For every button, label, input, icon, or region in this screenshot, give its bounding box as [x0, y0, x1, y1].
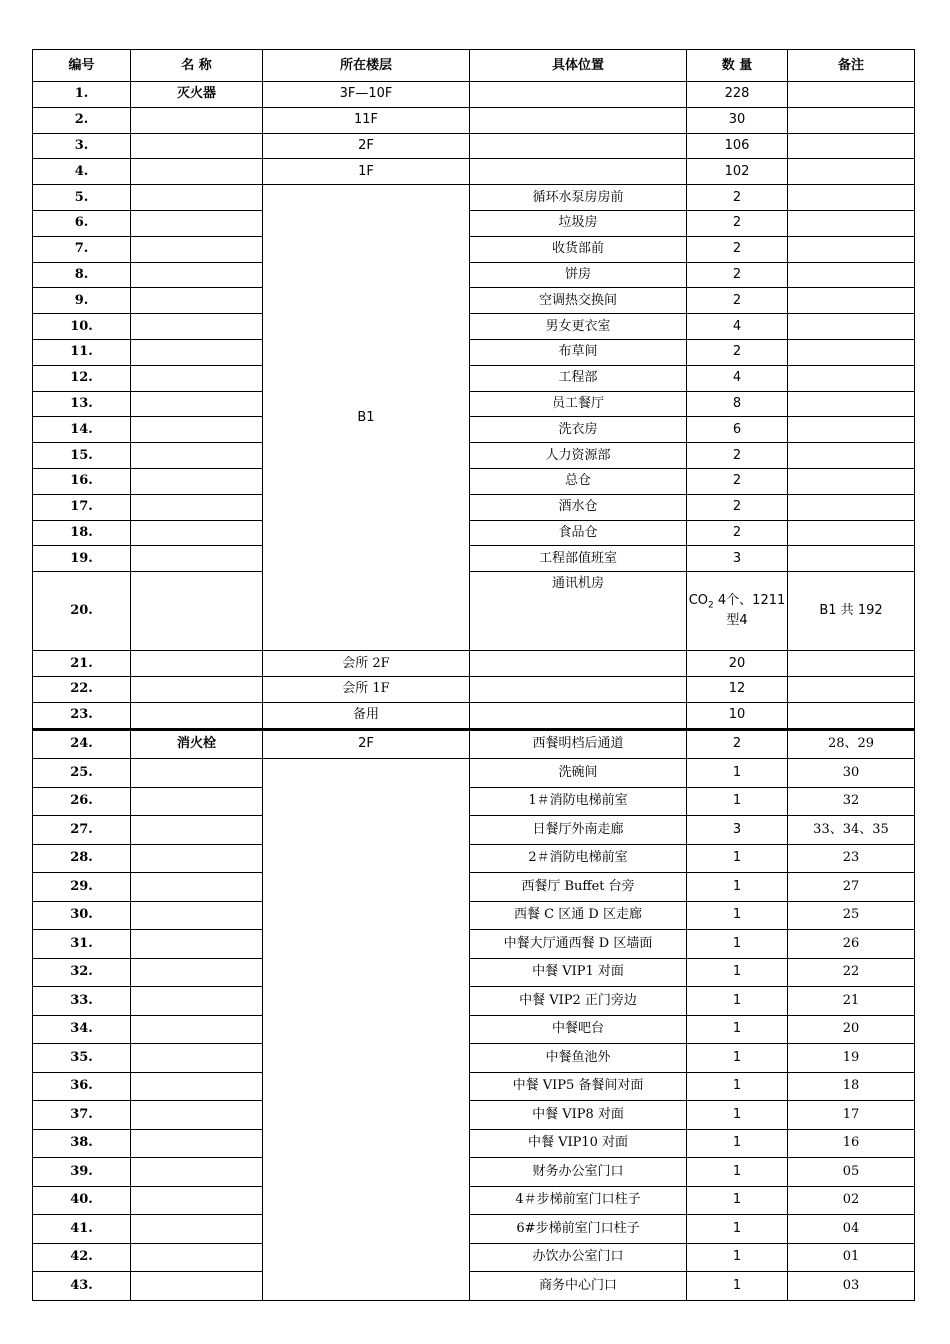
- table-row: [33, 494, 915, 520]
- row-qty: 2: [687, 468, 788, 494]
- row-note: 32: [788, 787, 915, 816]
- row-note: B1 共 192: [788, 572, 915, 651]
- row-name: [131, 873, 263, 902]
- row-floor-b1: B1: [263, 185, 470, 651]
- row-qty: 6: [687, 417, 788, 443]
- row-location: 食品仓: [470, 520, 687, 546]
- row-note: [788, 288, 915, 314]
- row-location: 西餐明档后通道: [470, 729, 687, 759]
- row-location: 1＃消防电梯前室: [470, 787, 687, 816]
- row-location: 循环水泵房房前: [470, 185, 687, 211]
- header-row: [33, 50, 915, 82]
- row-location: [470, 702, 687, 729]
- header-floor: 所在楼层: [263, 50, 470, 82]
- table-row: [33, 1015, 915, 1044]
- row-location: 商务中心门口: [470, 1272, 687, 1301]
- row-name: [131, 210, 263, 236]
- row-name: 灭火器: [131, 82, 263, 108]
- row-floor: 3F—10F: [263, 82, 470, 108]
- row-location: 收货部前: [470, 236, 687, 262]
- table-row: [33, 1243, 915, 1272]
- row-note: 33、34、35: [788, 816, 915, 845]
- row-name: [131, 787, 263, 816]
- row-no: 9.: [33, 288, 131, 314]
- row-qty: 1: [687, 1158, 788, 1187]
- row-note: [788, 546, 915, 572]
- row-note: [788, 443, 915, 469]
- header-note: 备注: [788, 50, 915, 82]
- table-row: [33, 651, 915, 677]
- row-no: 33.: [33, 987, 131, 1016]
- row-location: 中餐 VIP1 对面: [470, 958, 687, 987]
- header-location: 具体位置: [470, 50, 687, 82]
- row-no: 7.: [33, 236, 131, 262]
- header-qty: 数 量: [687, 50, 788, 82]
- row-no: 18.: [33, 520, 131, 546]
- row-no: 14.: [33, 417, 131, 443]
- row-note: [788, 702, 915, 729]
- row-name: [131, 1215, 263, 1244]
- row-location: 布草间: [470, 339, 687, 365]
- row-location: 洗衣房: [470, 417, 687, 443]
- row-no: 35.: [33, 1044, 131, 1073]
- table-row: [33, 391, 915, 417]
- row-location: 中餐吧台: [470, 1015, 687, 1044]
- row-no: 15.: [33, 443, 131, 469]
- table-row: [33, 133, 915, 159]
- row-note: 17: [788, 1101, 915, 1130]
- table-row: [33, 546, 915, 572]
- row-location: 空调热交换间: [470, 288, 687, 314]
- row-note: 23: [788, 844, 915, 873]
- row-no: 8.: [33, 262, 131, 288]
- table-row: [33, 210, 915, 236]
- row-note: [788, 262, 915, 288]
- row-qty: 1: [687, 1186, 788, 1215]
- row-name: [131, 365, 263, 391]
- row-name: [131, 1158, 263, 1187]
- row-note: 04: [788, 1215, 915, 1244]
- row-note: [788, 417, 915, 443]
- row-no: 31.: [33, 930, 131, 959]
- row-location: 洗碗间: [470, 759, 687, 788]
- row-floor-merged: [263, 759, 470, 1301]
- row-name: [131, 1243, 263, 1272]
- row-floor: 2F: [263, 729, 470, 759]
- table-row: [33, 572, 915, 651]
- row-qty: 102: [687, 159, 788, 185]
- row-location: 中餐 VIP5 备餐间对面: [470, 1072, 687, 1101]
- qty-co2-sub: 2: [708, 600, 714, 611]
- row-no: 6.: [33, 210, 131, 236]
- row-no: 20.: [33, 572, 131, 651]
- row-location: 男女更衣室: [470, 314, 687, 340]
- row-location: 中餐大厅通西餐 D 区墙面: [470, 930, 687, 959]
- row-note: [788, 391, 915, 417]
- row-note: 01: [788, 1243, 915, 1272]
- row-floor: 会所 1F: [263, 676, 470, 702]
- row-no: 39.: [33, 1158, 131, 1187]
- row-qty: 1: [687, 1215, 788, 1244]
- row-qty: 228: [687, 82, 788, 108]
- qty-co2: CO: [688, 592, 709, 608]
- row-qty: 1: [687, 901, 788, 930]
- row-qty: 1: [687, 1272, 788, 1301]
- row-name: [131, 1044, 263, 1073]
- row-note: 25: [788, 901, 915, 930]
- row-location: 6#步梯前室门口柱子: [470, 1215, 687, 1244]
- table-row: [33, 159, 915, 185]
- row-qty: 2: [687, 210, 788, 236]
- row-name: [131, 417, 263, 443]
- row-note: [788, 651, 915, 677]
- row-qty: 2: [687, 339, 788, 365]
- row-note: [788, 520, 915, 546]
- row-qty: 2: [687, 262, 788, 288]
- row-name: [131, 676, 263, 702]
- row-qty: 10: [687, 702, 788, 729]
- row-name: [131, 288, 263, 314]
- row-note: 05: [788, 1158, 915, 1187]
- table-row: [33, 339, 915, 365]
- table-row: [33, 901, 915, 930]
- row-note: 02: [788, 1186, 915, 1215]
- row-name: [131, 844, 263, 873]
- header-no: 编号: [33, 50, 131, 82]
- row-no: 5.: [33, 185, 131, 211]
- row-note: [788, 468, 915, 494]
- table-row: [33, 288, 915, 314]
- table-row: [33, 468, 915, 494]
- table-row: [33, 262, 915, 288]
- row-qty: 1: [687, 958, 788, 987]
- row-qty: 3: [687, 546, 788, 572]
- row-no: 38.: [33, 1129, 131, 1158]
- row-note: [788, 236, 915, 262]
- row-no: 2.: [33, 107, 131, 133]
- row-qty: 1: [687, 1101, 788, 1130]
- row-no: 32.: [33, 958, 131, 987]
- row-no: 1.: [33, 82, 131, 108]
- row-location: 4＃步梯前室门口柱子: [470, 1186, 687, 1215]
- row-location: 西餐厅 Buffet 台旁: [470, 873, 687, 902]
- row-name: [131, 314, 263, 340]
- row-name: [131, 236, 263, 262]
- row-name: [131, 494, 263, 520]
- row-name: [131, 391, 263, 417]
- row-name: [131, 339, 263, 365]
- row-qty: 4: [687, 314, 788, 340]
- row-no: 21.: [33, 651, 131, 677]
- row-name: [131, 185, 263, 211]
- row-floor: 11F: [263, 107, 470, 133]
- table-row: [33, 702, 915, 729]
- table-row: [33, 759, 915, 788]
- row-no: 19.: [33, 546, 131, 572]
- row-qty: 2: [687, 443, 788, 469]
- row-name: [131, 107, 263, 133]
- row-location: 办饮办公室门口: [470, 1243, 687, 1272]
- row-name: [131, 546, 263, 572]
- row-location: 垃圾房: [470, 210, 687, 236]
- row-name: [131, 1015, 263, 1044]
- row-location: 日餐厅外南走廊: [470, 816, 687, 845]
- row-no: 43.: [33, 1272, 131, 1301]
- row-no: 24.: [33, 729, 131, 759]
- row-note: 26: [788, 930, 915, 959]
- row-note: [788, 494, 915, 520]
- row-qty: 1: [687, 1072, 788, 1101]
- row-location: 员工餐厅: [470, 391, 687, 417]
- row-no: 4.: [33, 159, 131, 185]
- row-location: 中餐 VIP8 对面: [470, 1101, 687, 1130]
- table-row: [33, 787, 915, 816]
- row-no: 37.: [33, 1101, 131, 1130]
- row-qty: 1: [687, 1044, 788, 1073]
- row-location: 饼房: [470, 262, 687, 288]
- row-name: [131, 1072, 263, 1101]
- row-qty: [687, 572, 788, 651]
- row-note: 28、29: [788, 729, 915, 759]
- row-qty: 2: [687, 520, 788, 546]
- row-qty: 1: [687, 844, 788, 873]
- row-no: 36.: [33, 1072, 131, 1101]
- row-name: [131, 262, 263, 288]
- row-name: [131, 159, 263, 185]
- row-name: [131, 1186, 263, 1215]
- row-name: [131, 759, 263, 788]
- table-row: [33, 1129, 915, 1158]
- table-row: [33, 185, 915, 211]
- table-row: [33, 417, 915, 443]
- row-name: [131, 987, 263, 1016]
- table-row: [33, 314, 915, 340]
- row-location: [470, 676, 687, 702]
- row-qty: 1: [687, 873, 788, 902]
- row-qty: 30: [687, 107, 788, 133]
- row-qty: 8: [687, 391, 788, 417]
- row-location: 财务办公室门口: [470, 1158, 687, 1187]
- row-qty: 1: [687, 1015, 788, 1044]
- row-name: [131, 468, 263, 494]
- row-name: [131, 702, 263, 729]
- row-note: [788, 185, 915, 211]
- row-location: [470, 651, 687, 677]
- row-note: [788, 107, 915, 133]
- row-location: 酒水仓: [470, 494, 687, 520]
- row-name: [131, 816, 263, 845]
- table-body: [33, 50, 915, 1301]
- table-row: [33, 520, 915, 546]
- table-row: [33, 1044, 915, 1073]
- row-note: [788, 82, 915, 108]
- row-note: 18: [788, 1072, 915, 1101]
- row-note: [788, 339, 915, 365]
- table-row: [33, 816, 915, 845]
- row-qty: 2: [687, 494, 788, 520]
- row-location: [470, 82, 687, 108]
- row-name: [131, 520, 263, 546]
- row-note: [788, 159, 915, 185]
- row-qty: 2: [687, 185, 788, 211]
- row-note: 16: [788, 1129, 915, 1158]
- row-location: [470, 107, 687, 133]
- row-location: [470, 133, 687, 159]
- row-note: 20: [788, 1015, 915, 1044]
- row-no: 22.: [33, 676, 131, 702]
- row-no: 28.: [33, 844, 131, 873]
- row-name: [131, 133, 263, 159]
- row-no: 10.: [33, 314, 131, 340]
- row-note: 30: [788, 759, 915, 788]
- table-row: [33, 1215, 915, 1244]
- row-qty: 4: [687, 365, 788, 391]
- table-row: [33, 930, 915, 959]
- row-no: 41.: [33, 1215, 131, 1244]
- table-row: [33, 365, 915, 391]
- row-no: 23.: [33, 702, 131, 729]
- row-no: 29.: [33, 873, 131, 902]
- row-location: 通讯机房: [470, 572, 687, 651]
- row-no: 27.: [33, 816, 131, 845]
- table-row: [33, 443, 915, 469]
- row-qty: 12: [687, 676, 788, 702]
- table-row: [33, 844, 915, 873]
- equipment-table: [32, 49, 915, 1301]
- row-qty: 1: [687, 987, 788, 1016]
- row-location: 中餐 VIP10 对面: [470, 1129, 687, 1158]
- row-no: 42.: [33, 1243, 131, 1272]
- row-name: [131, 1129, 263, 1158]
- row-note: 03: [788, 1272, 915, 1301]
- row-no: 13.: [33, 391, 131, 417]
- row-no: 3.: [33, 133, 131, 159]
- row-name: [131, 930, 263, 959]
- table-row: [33, 873, 915, 902]
- table-row: [33, 236, 915, 262]
- row-name: [131, 572, 263, 651]
- row-qty: 1: [687, 930, 788, 959]
- row-note: [788, 365, 915, 391]
- row-no: 11.: [33, 339, 131, 365]
- row-floor: 会所 2F: [263, 651, 470, 677]
- row-location: 工程部值班室: [470, 546, 687, 572]
- row-no: 34.: [33, 1015, 131, 1044]
- row-floor: 备用: [263, 702, 470, 729]
- row-name: [131, 958, 263, 987]
- row-qty: 20: [687, 651, 788, 677]
- row-note: 27: [788, 873, 915, 902]
- table-row: [33, 1158, 915, 1187]
- row-location: 工程部: [470, 365, 687, 391]
- row-note: [788, 210, 915, 236]
- table-row: [33, 1072, 915, 1101]
- row-floor: 1F: [263, 159, 470, 185]
- row-location: [470, 159, 687, 185]
- row-note: 19: [788, 1044, 915, 1073]
- row-name: [131, 901, 263, 930]
- row-note: 22: [788, 958, 915, 987]
- row-no: 30.: [33, 901, 131, 930]
- row-location: 人力资源部: [470, 443, 687, 469]
- row-floor: 2F: [263, 133, 470, 159]
- row-note: [788, 133, 915, 159]
- row-note: [788, 676, 915, 702]
- row-qty: 1: [687, 759, 788, 788]
- row-name: [131, 651, 263, 677]
- table-row: [33, 1101, 915, 1130]
- row-qty: 1: [687, 787, 788, 816]
- row-no: 25.: [33, 759, 131, 788]
- row-qty: 1: [687, 1129, 788, 1158]
- table-row: [33, 107, 915, 133]
- table-row: [33, 676, 915, 702]
- row-name: 消火栓: [131, 729, 263, 759]
- table-row: [33, 1272, 915, 1301]
- table-row: [33, 987, 915, 1016]
- row-location: 西餐 C 区通 D 区走廊: [470, 901, 687, 930]
- row-location: 中餐 VIP2 正门旁边: [470, 987, 687, 1016]
- header-name: 名 称: [131, 50, 263, 82]
- table-row: [33, 729, 915, 759]
- row-qty: 2: [687, 236, 788, 262]
- row-qty: 1: [687, 1243, 788, 1272]
- row-qty: 3: [687, 816, 788, 845]
- row-name: [131, 443, 263, 469]
- row-no: 16.: [33, 468, 131, 494]
- table-row: [33, 1186, 915, 1215]
- table-row: [33, 958, 915, 987]
- row-qty: 2: [687, 729, 788, 759]
- row-name: [131, 1101, 263, 1130]
- row-no: 17.: [33, 494, 131, 520]
- row-location: 2＃消防电梯前室: [470, 844, 687, 873]
- row-note: 21: [788, 987, 915, 1016]
- row-qty: 2: [687, 288, 788, 314]
- row-qty: 106: [687, 133, 788, 159]
- row-no: 26.: [33, 787, 131, 816]
- row-no: 40.: [33, 1186, 131, 1215]
- table-row: [33, 82, 915, 108]
- row-no: 12.: [33, 365, 131, 391]
- row-location: 中餐鱼池外: [470, 1044, 687, 1073]
- qty-rest: 4个、1211 型4: [713, 592, 786, 629]
- row-note: [788, 314, 915, 340]
- row-name: [131, 1272, 263, 1301]
- row-location: 总仓: [470, 468, 687, 494]
